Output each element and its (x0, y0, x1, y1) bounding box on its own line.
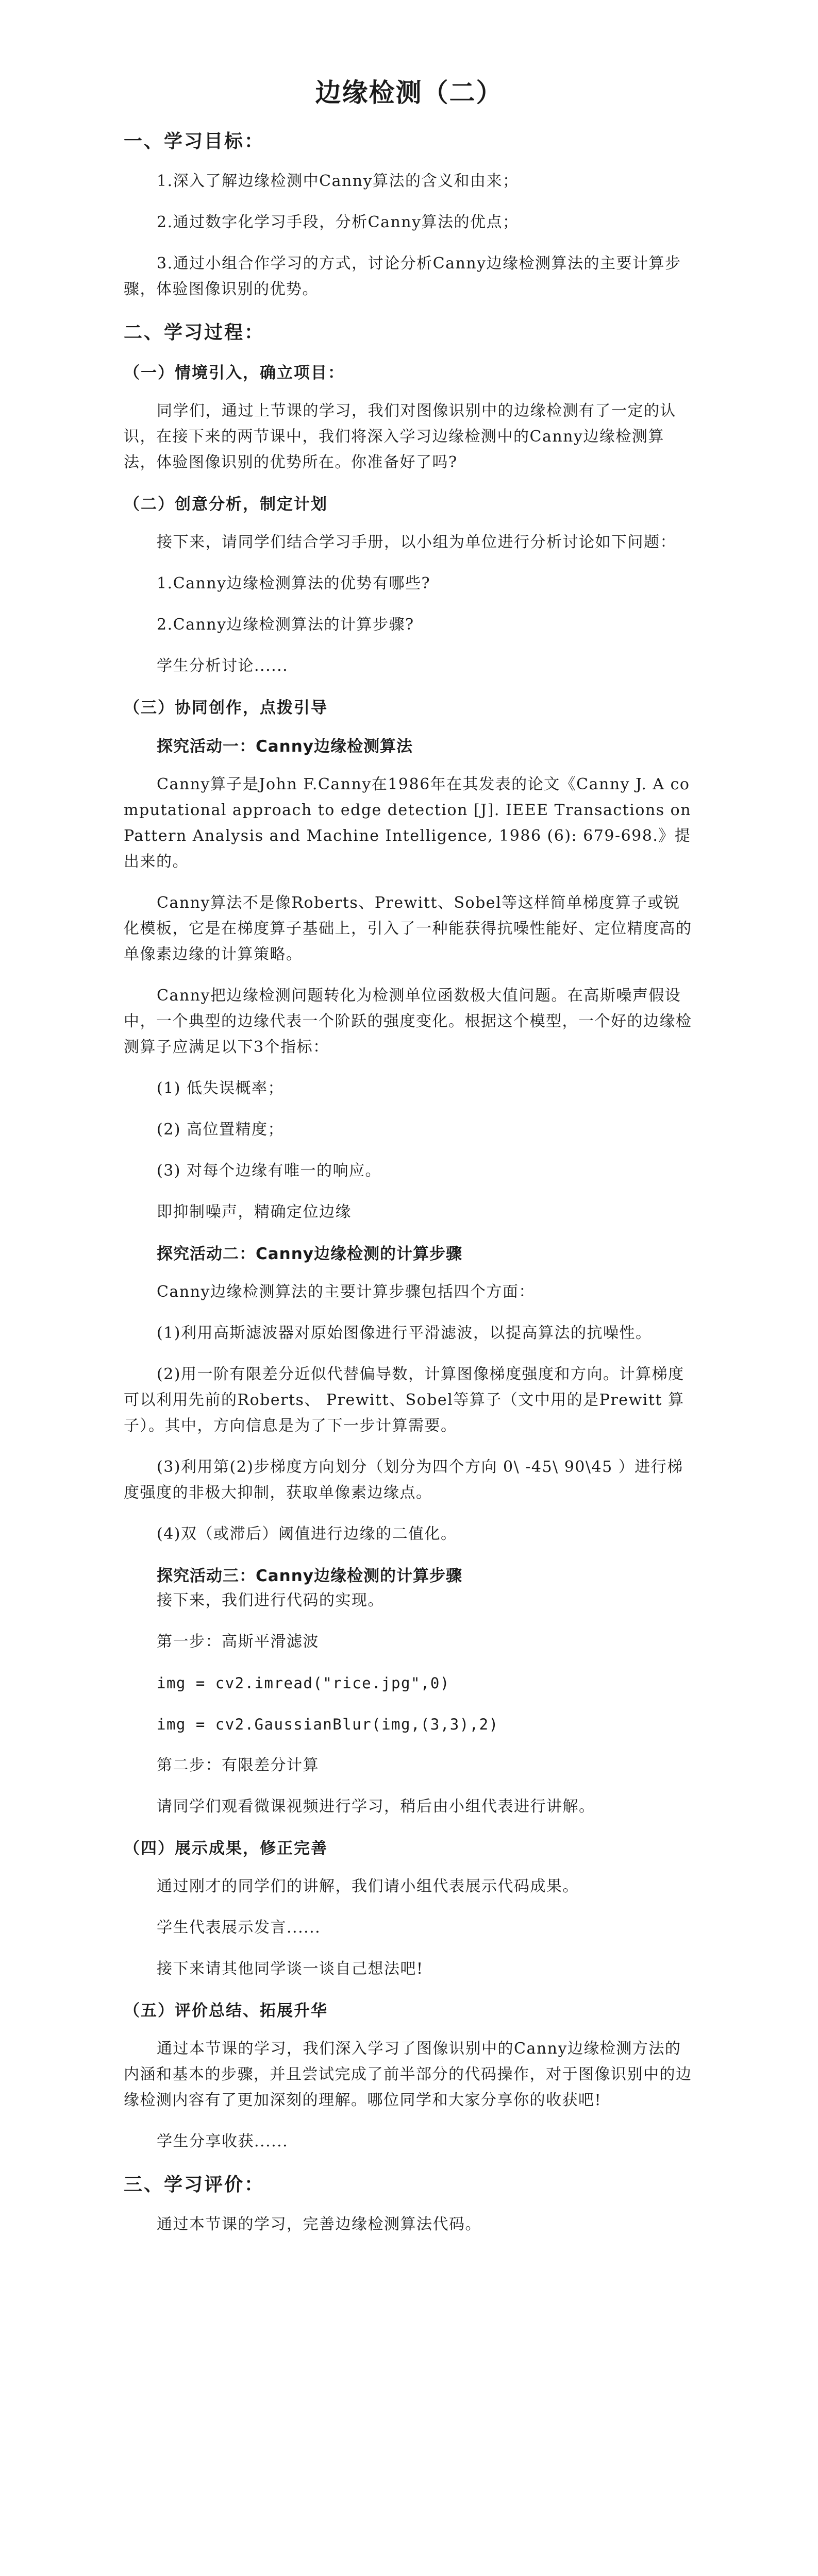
activity2-step-2: (2)用一阶有限差分近似代替偏导数，计算图像梯度强度和方向。计算梯度可以利用先前的Roberts、 Prewitt、Sobel等算子（文中用的是Prewitt 算子）。其中，方向信息是为了下一步计算需要。 (124, 1365, 685, 1435)
activity1-paragraph-2: Canny算法不是像Roberts、Prewitt、Sobel等这样简单梯度算子或锐化模板，它是在梯度算子基础上，引入了一种能获得抗噪性能好、定位精度高的单像素边缘的计算策略。 (124, 894, 692, 963)
evaluation-paragraph: 通过本节课的学习，完善边缘检测算法代码。 (157, 2215, 481, 2233)
heading-activity-1: 探究活动一：Canny边缘检测算法 (157, 737, 413, 756)
step1-paragraph: 同学们，通过上节课的学习，我们对图像识别中的边缘检测有了一定的认识，在接下来的两节课中，我们将深入学习边缘检测中的Canny边缘检测算法，体验图像识别的优势所在。你准备好了吗? (124, 402, 676, 471)
activity2-step-4: (4)双（或滞后）阈值进行边缘的二值化。 (157, 1525, 457, 1543)
step2-paragraph: 接下来，请同学们结合学习手册，以小组为单位进行分析讨论如下问题： (157, 533, 676, 551)
heading-learning-evaluation: 三、学习评价： (124, 2174, 265, 2195)
goal-2: 2.通过数字化学习手段，分析Canny算法的优点； (157, 213, 519, 231)
activity1-criterion-1: (1) 低失误概率； (157, 1079, 285, 1097)
activity2-step-1: (1)利用高斯滤波器对原始图像进行平滑滤波，以提高算法的抗噪性。 (157, 1324, 652, 1342)
heading-step-3: （三）协同创作，点拨引导 (124, 699, 328, 717)
step2-discussion: 学生分析讨论...... (157, 657, 289, 675)
step5-paragraph-1: 通过本节课的学习，我们深入学习了图像识别中的Canny边缘检测方法的内涵和基本的步骤，并且尝试完成了前半部分的代码操作，对于图像识别中的边缘检测内容有了更加深刻的理解。哪位同学和大家分享你的收获吧! (124, 2040, 692, 2109)
heading-learning-process: 二、学习过程： (124, 322, 265, 343)
activity2-intro: Canny边缘检测算法的主要计算步骤包括四个方面： (157, 1283, 535, 1301)
activity1-summary: 即抑制噪声，精确定位边缘 (157, 1203, 352, 1221)
heading-step-1: （一）情境引入，确立项目： (124, 364, 345, 382)
page-title: 边缘检测（二） (315, 78, 503, 108)
goal-1: 1.深入了解边缘检测中Canny算法的含义和由来； (157, 172, 519, 190)
activity1-paragraph-3: Canny把边缘检测问题转化为检测单位函数极大值问题。在高斯噪声假设中，一个典型的边缘代表一个阶跃的强度变化。根据这个模型，一个好的边缘检测算子应满足以下3个指标： (124, 987, 692, 1056)
activity3-intro: 接下来，我们进行代码的实现。 (157, 1591, 384, 1609)
heading-step-4: （四）展示成果，修正完善 (124, 1839, 328, 1858)
activity3-step-2: 第二步：有限差分计算 (157, 1756, 319, 1774)
heading-learning-goals: 一、学习目标： (124, 131, 265, 152)
heading-activity-2: 探究活动二：Canny边缘检测的计算步骤 (157, 1245, 463, 1263)
step2-question-1: 1.Canny边缘检测算法的优势有哪些? (157, 574, 431, 592)
activity3-video-note: 请同学们观看微课视频进行学习，稍后由小组代表进行讲解。 (157, 1798, 595, 1816)
code-line-imread: img = cv2.imread("rice.jpg",0) (157, 1674, 450, 1692)
activity2-step-3: (3)利用第(2)步梯度方向划分（划分为四个方向 0\ -45\ 90\45 ）进行梯度强度的非极大抑制，获取单像素边缘点。 (124, 1458, 683, 1502)
heading-step-5: （五）评价总结、拓展升华 (124, 2002, 328, 2020)
activity1-criterion-3: (3) 对每个边缘有唯一的响应。 (157, 1162, 382, 1180)
activity1-paragraph-1: Canny算子是John F.Canny在1986年在其发表的论文《Canny J. A computational approach to edge detection [J]. IEEE Transactions on Pattern Analysis and Machine Intelligence, 1986 (6): 679-698.》提出来的。 (124, 775, 692, 871)
step4-paragraph-2: 学生代表展示发言...... (157, 1919, 321, 1937)
goal-3: 3.通过小组合作学习的方式，讨论分析Canny边缘检测算法的主要计算步骤，体验图像识别的优势。 (124, 255, 681, 298)
step5-paragraph-2: 学生分享收获...... (157, 2132, 289, 2150)
activity1-criterion-2: (2) 高位置精度； (157, 1121, 285, 1139)
heading-step-2: （二）创意分析，制定计划 (124, 495, 328, 514)
heading-activity-3: 探究活动三：Canny边缘检测的计算步骤 (157, 1567, 463, 1585)
step4-paragraph-3: 接下来请其他同学谈一谈自己想法吧! (157, 1960, 424, 1978)
code-line-gaussian-blur: img = cv2.GaussianBlur(img,(3,3),2) (157, 1716, 499, 1733)
activity3-step-1: 第一步：高斯平滑滤波 (157, 1633, 319, 1651)
step2-question-2: 2.Canny边缘检测算法的计算步骤? (157, 616, 414, 634)
step4-paragraph-1: 通过刚才的同学们的讲解，我们请小组代表展示代码成果。 (157, 1877, 579, 1895)
